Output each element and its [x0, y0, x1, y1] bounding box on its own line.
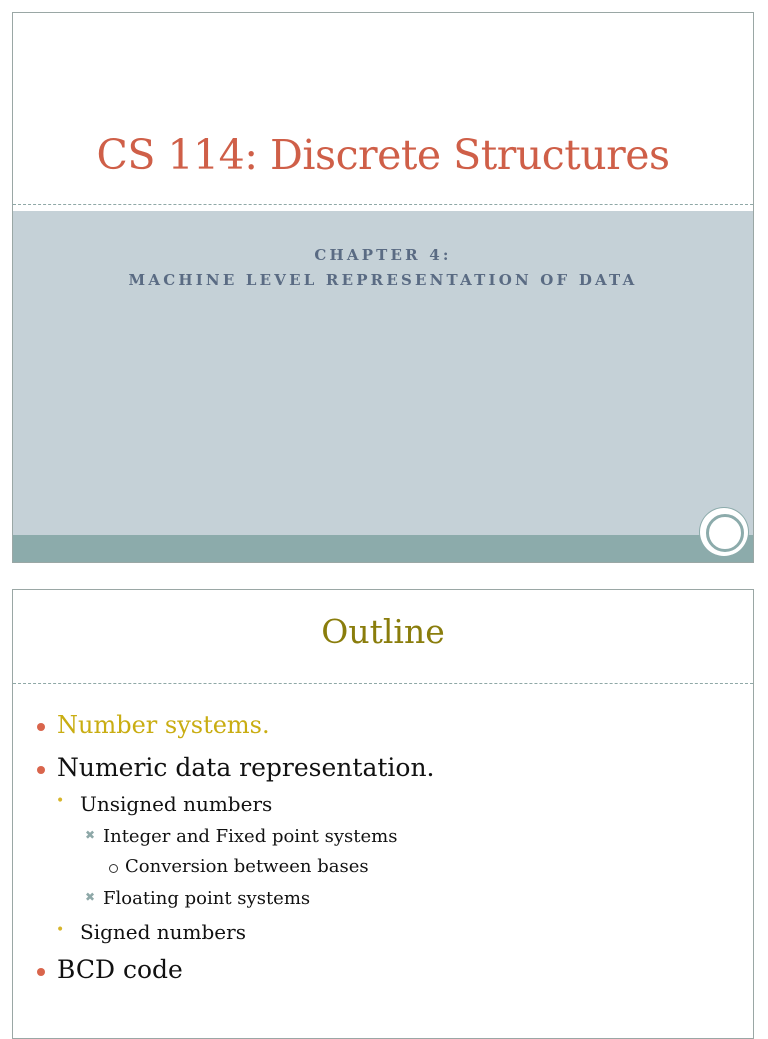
bullet-icon — [37, 723, 45, 731]
bullet-icon — [37, 968, 45, 976]
slide-title: Outline — [321, 612, 445, 651]
bullet-icon: • — [56, 793, 65, 809]
slide-title: CS 114: Discrete Structures — [96, 131, 670, 179]
subtitle-line-1: CHAPTER 4: — [314, 246, 452, 264]
slide-subtitle — [13, 243, 753, 293]
outline-slide — [12, 589, 754, 1039]
list-item: Unsigned numbers — [80, 792, 273, 816]
ring-icon — [700, 508, 748, 556]
bullet-icon: • — [56, 922, 65, 938]
bullet-icon — [37, 766, 45, 774]
list-item: Conversion between bases — [125, 856, 369, 877]
list-item: Integer and Fixed point systems — [103, 826, 398, 847]
divider — [13, 204, 753, 205]
divider — [13, 683, 753, 684]
subtitle-line-2: MACHINE LEVEL REPRESENTATION OF DATA — [128, 271, 638, 289]
circle-bullet-icon — [109, 864, 118, 873]
cross-bullet-icon: ✖ — [85, 828, 96, 842]
cross-bullet-icon: ✖ — [85, 890, 96, 904]
footer-band — [13, 535, 753, 562]
list-item: Signed numbers — [80, 920, 246, 944]
list-item: BCD code — [57, 955, 183, 984]
list-item: Numeric data representation. — [57, 753, 435, 782]
title-slide — [12, 12, 754, 563]
list-item: Floating point systems — [103, 888, 311, 909]
list-item: Number systems. — [57, 711, 270, 739]
